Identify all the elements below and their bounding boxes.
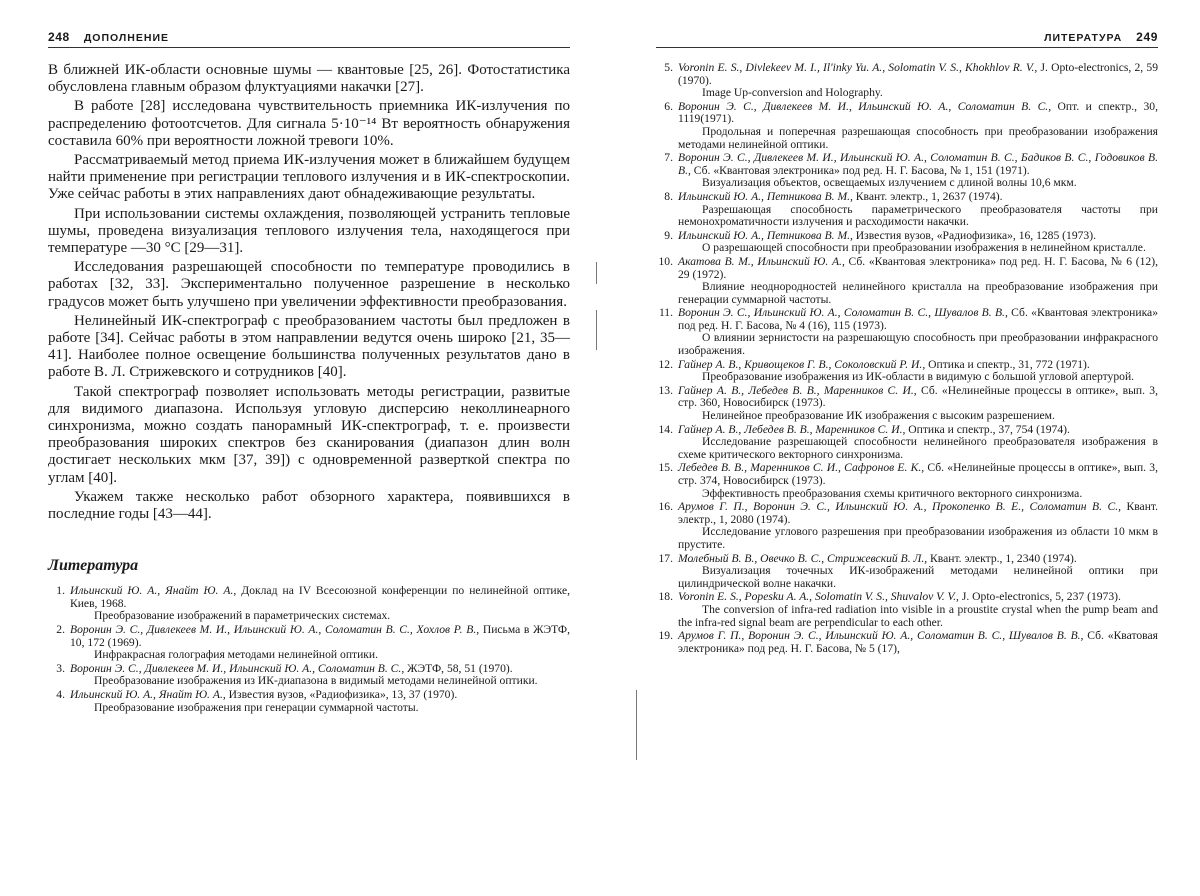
reference-annotation: Преобразование изображений в параметрических системах. (94, 609, 391, 623)
reference-entry (656, 462, 1158, 500)
reference-entry (48, 663, 570, 688)
reference-source: Оптика и спектр., 37, 754 (1974). (905, 422, 1070, 436)
reference-content (678, 191, 1158, 229)
reference-content (678, 462, 1158, 500)
reference-content (678, 424, 1158, 462)
margin-mark (596, 262, 597, 284)
reference-entry (656, 359, 1158, 384)
reference-source: Квант. электр., 1, 2637 (1974). (852, 189, 1003, 203)
reference-content (678, 359, 1158, 384)
paragraph: В работе [28] исследована чувствительность приемника ИК-излучения по распределению фотоотсчетов. Для сигнала 5·10⁻¹⁴ Вт вероятность обнаружения составила 60% при вероятности ложной тревоги 10%. (48, 98, 570, 149)
margin-mark (636, 690, 637, 760)
reference-content (70, 585, 570, 623)
reference-authors: Воронин Э. С., Дивлекеев М. И., Ильинский Ю. А., Соломатин В. С., (70, 661, 405, 675)
reference-annotation: Преобразование изображения при генерации суммарной частоты. (94, 700, 419, 714)
reference-list-left (48, 585, 570, 714)
reference-source: Сб. «Нелинейные процессы в оптике», вып. 3, стр. 360, Новосибирск (1973). (678, 383, 1158, 410)
reference-number: 11. (658, 306, 673, 320)
reference-authors: Гайнер А. В., Лебедев В. В., Маренников С. И., (678, 422, 906, 436)
reference-number: 7. (664, 151, 673, 165)
running-header-left (48, 30, 570, 48)
reference-source: J. Opto-electronics, 5, 237 (1973). (958, 590, 1121, 604)
paragraph: При использовании системы охлаждения, позволяющей устранить тепловые шумы, проведена визуализация теплового излучения тела, находящегося при температуре —30 °C [29—31]. (48, 205, 570, 257)
reference-entry (656, 501, 1158, 551)
reference-number: 6. (664, 99, 673, 113)
reference-source: Известия вузов, «Радиофизика», 16, 1285 (1973). (852, 228, 1096, 242)
reference-number: 1. (56, 584, 65, 598)
reference-number: 5. (664, 61, 673, 74)
right-page (600, 0, 1200, 896)
reference-annotation: Преобразование изображения из ИК-диапазона в видимый методами нелинейной оптики. (94, 674, 538, 688)
reference-list-right (656, 62, 1158, 655)
reference-number: 4. (56, 688, 65, 702)
reference-content (678, 152, 1158, 190)
body-text (48, 62, 570, 523)
reference-source: J. Opto-electronics, 2, 59 (1970). (678, 61, 1158, 87)
reference-source: Сб. «Нелинейные процессы в оптике», вып. 3, стр. 374, Новосибирск (1973). (678, 461, 1158, 487)
reference-authors: Гайнер А. В., Лебедев В. В., Маренников С. И., (678, 383, 917, 397)
reference-authors: Ильинский Ю. А., Янайт Ю. А., (70, 688, 226, 702)
reference-content (678, 591, 1158, 629)
reference-entry (656, 152, 1158, 190)
reference-source: Квант. электр., 1, 2340 (1974). (927, 551, 1077, 565)
reference-source: Квант. электр., 1, 2080 (1974). (678, 500, 1158, 526)
reference-annotation: The conversion of infra-red radiation into visible in a proustite crystal when the pump beam and the infra-red signal beam are perpendicular to each other. (678, 602, 1158, 629)
reference-source: Опт. и спектр., 30, 1119(1971). (678, 99, 1158, 126)
reference-annotation: Инфракрасная голография методами нелинейной оптики. (94, 648, 379, 662)
reference-annotation: Разрешающая способность параметрического преобразователя частоты при немонохроматичности излучения и расходимости накачки. (678, 202, 1158, 229)
reference-entry (656, 307, 1158, 357)
reference-authors: Воронин Э. С., Дивлекеев М. И., Ильинский Ю. А., Соломатин В. С., Бадиков В. С., Годовиков В. В., (678, 151, 1158, 177)
reference-authors: Молебный В. В., Овечко В. С., Стрижевский В. Л., (678, 551, 928, 565)
running-title-right: ЛИТЕРАТУРА (1044, 32, 1123, 44)
reference-entry (656, 191, 1158, 229)
reference-annotation: Исследование разрешающей способности нелинейного преобразователя изображения в схеме критического векторного синхронизма. (678, 435, 1158, 461)
reference-source: Сб. «Квантовая электроника» под ред. Н. Г. Басова, № 4 (16), 115 (1973). (678, 306, 1158, 332)
reference-annotation: Продольная и поперечная разрешающая способность при преобразовании изображения методами нелинейной оптики. (678, 124, 1158, 151)
reference-annotation: Визуализация объектов, освещаемых излучением с длиной волны 10,6 мкм. (702, 176, 1077, 190)
reference-entry (656, 424, 1158, 462)
reference-annotation: О влиянии зернистости на разрешающую способность при преобразовании инфракрасного изображения. (678, 331, 1158, 358)
reference-content (70, 689, 570, 714)
literature-heading: Литература (48, 557, 139, 575)
paragraph: Укажем также несколько работ обзорного характера, появившихся в последние годы [43—44]. (48, 488, 570, 523)
reference-annotation: Эффективность преобразования схемы критичного векторного синхронизма. (702, 486, 1083, 500)
margin-mark (596, 310, 597, 350)
reference-entry (656, 553, 1158, 591)
reference-source: Письма в ЖЭТФ, 10, 172 (1969). (70, 623, 570, 649)
reference-source: Сб. «Квантовая электроника» под ред. Н. Г. Басова, № 1, 151 (1971). (690, 163, 1030, 177)
reference-entry (656, 630, 1158, 655)
running-title-left: ДОПОЛНЕНИЕ (83, 32, 170, 44)
reference-authors: Ильинский Ю. А., Петникова В. М., (678, 228, 853, 242)
reference-entry (656, 385, 1158, 423)
reference-annotation: Исследование углового разрешения при преобразовании изображения из области 10 мкм в прустите. (678, 525, 1158, 551)
reference-number: 19. (658, 629, 673, 643)
reference-source: Сб. «Кватовая электроника» под ред. Н. Г. Басова, № 5 (17), (678, 629, 1158, 655)
reference-content (678, 501, 1158, 551)
reference-source: Известия вузов, «Радиофизика», 13, 37 (1970). (225, 688, 458, 702)
paragraph: Рассматриваемый метод приема ИК-излучения может в ближайшем будущем найти применение при регистрации теплового излучения и в ИК-спектроскопии. Уже сейчас работы в этих направлениях дают обнадеживающие результаты. (48, 152, 570, 203)
page-number-right: 249 (1136, 30, 1158, 44)
reference-annotation: Влияние неоднородностей нелинейного кристалла на преобразование изображения при генерации суммарной частоты. (678, 280, 1158, 306)
reference-entry (48, 624, 570, 662)
reference-content (678, 553, 1158, 591)
reference-source: Оптика и спектр., 31, 772 (1971). (925, 357, 1090, 371)
reference-source: Сб. «Квантовая электроника» под ред. Н. Г. Басова, № 6 (12), 29 (1972). (678, 254, 1158, 281)
reference-source: ЖЭТФ, 58, 51 (1970). (404, 661, 513, 675)
reference-authors: Арумов Г. П., Воронин Э. С., Ильинский Ю. А., Соломатин В. С., Шувалов В. В., (678, 629, 1084, 643)
reference-content (70, 624, 570, 662)
reference-annotation: Image Up-conversion and Holography. (702, 86, 883, 100)
reference-authors: Воронин Э. С., Ильинский Ю. А., Соломатин В. С., Шувалов В. В., (678, 306, 1008, 320)
reference-entry (48, 585, 570, 623)
reference-authors: Гайнер А. В., Кривощеков Г. В., Соколовский Р. И., (678, 357, 926, 371)
running-header-right (656, 30, 1158, 48)
paragraph: Исследования разрешающей способности по температуре проводились в работах [32, 33]. Экспериментально полученное разрешение в несколько градусов может быть улучшено при увеличении эффективности преобразования. (48, 259, 570, 310)
reference-number: 12. (658, 357, 673, 371)
reference-number: 3. (56, 661, 65, 675)
reference-number: 10. (658, 254, 673, 268)
reference-annotation: О разрешающей способности при преобразовании изображения в нелинейном кристалле. (702, 241, 1146, 255)
reference-content (678, 307, 1158, 357)
reference-entry (656, 101, 1158, 151)
reference-annotation: Визуализация точечных ИК-изображений методами нелинейной оптики при цилиндрической волне накачки. (678, 564, 1158, 590)
reference-authors: Ильинский Ю. А., Янайт Ю. А., (70, 584, 237, 598)
reference-number: 9. (664, 228, 673, 242)
paragraph: Такой спектрограф позволяет использовать методы регистрации, развитые для видимого диапазона. Используя угловую дисперсию неколлинеарного синхронизма, можно создать панорамный ИК-спектрограф, т. е. произвести преобразования широких спектров без сканирования (диапазон длин волн достигает нескольких мкм [37, 39]) с одновременной разверткой спектра по углам [40]. (48, 383, 570, 486)
reference-content (678, 630, 1158, 655)
reference-authors: Лебедев В. В., Маренников С. И., Сафронов Е. К., (678, 461, 925, 475)
reference-number: 13. (658, 383, 673, 397)
reference-entry (656, 256, 1158, 306)
reference-content (678, 62, 1158, 100)
reference-content (70, 663, 570, 688)
page-number-left: 248 (48, 30, 70, 44)
paragraph: В ближней ИК-области основные шумы — квантовые [25, 26]. Фотостатистика обусловлена главным образом флуктуациями накачки [27]. (48, 62, 570, 96)
reference-entry (656, 591, 1158, 629)
reference-number: 15. (658, 461, 673, 475)
reference-authors: Voronin E. S., Popesku A. A., Solomatin V. S., Shuvalov V. V., (678, 590, 959, 604)
paragraph: Нелинейный ИК-спектрограф с преобразованием частоты был предложен в работе [34]. Сейчас работы в этом направлении ведутся очень широко [21, 35—41]. Наиболее полное освещение большинства полученных результатов дано в работе В. Л. Стрижевского и сотрудников [40]. (48, 312, 570, 381)
reference-entry (656, 230, 1158, 255)
reference-entry (48, 689, 570, 714)
reference-authors: Воронин Э. С., Дивлекеев М. И., Ильинский Ю. А., Соломатин В. С., Хохлов Р. В., (70, 623, 480, 637)
reference-annotation: Нелинейное преобразование ИК изображения с высоким разрешением. (702, 409, 1055, 423)
reference-content (678, 230, 1158, 255)
reference-content (678, 256, 1158, 306)
reference-content (678, 101, 1158, 151)
reference-source: Доклад на IV Всесоюзной конференции по нелинейной оптике, Киев, 1968. (70, 584, 570, 610)
reference-authors: Арумов Г. П., Воронин Э. С., Ильинский Ю. А., Прокопенко В. Е., Соломатин В. С., (678, 500, 1121, 514)
reference-authors: Воронин Э. С., Дивлекеев М. И., Ильинский Ю. А., Соломатин В. С., (678, 99, 1052, 113)
reference-number: 18. (658, 590, 673, 604)
reference-entry (656, 62, 1158, 100)
reference-authors: Ильинский Ю. А., Петникова В. М., (678, 189, 853, 203)
reference-number: 2. (56, 623, 65, 637)
reference-authors: Акатова В. М., Ильинский Ю. А., (678, 254, 845, 268)
reference-number: 14. (658, 422, 673, 436)
reference-number: 17. (658, 551, 673, 565)
reference-number: 16. (658, 500, 673, 514)
reference-annotation: Преобразование изображения из ИК-области в видимую с большой угловой апертурой. (702, 370, 1135, 384)
reference-number: 8. (664, 189, 673, 203)
reference-authors: Voronin E. S., Divlekeev M. I., Il'inky Yu. A., Solomatin V. S., Khokhlov R. V., (678, 61, 1038, 74)
reference-content (678, 385, 1158, 423)
